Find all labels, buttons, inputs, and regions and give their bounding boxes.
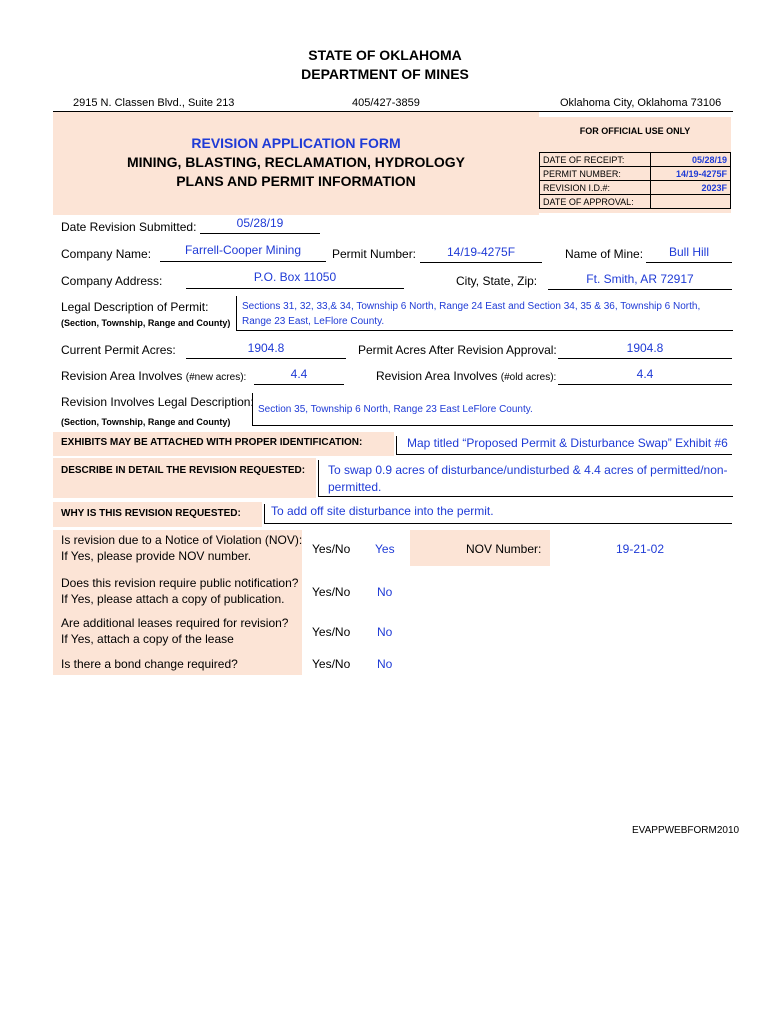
q1-line-2: If Yes, please provide NOV number. (61, 549, 252, 563)
new-acres-label-text: Revision Area Involves (61, 369, 186, 383)
exhibits-field[interactable]: Map titled “Proposed Permit & Disturbance Swap” Exhibit #6 (396, 436, 732, 455)
form-title: REVISION APPLICATION FORM (191, 135, 401, 151)
old-acres-label-sub: (#old acres): (500, 372, 557, 383)
new-acres-label (61, 369, 246, 383)
q1-answer[interactable]: Yes (375, 542, 395, 556)
q4-yesno: Yes/No (312, 657, 351, 671)
official-value[interactable] (651, 195, 731, 209)
legal-description-label: Legal Description of Permit: (61, 300, 209, 314)
old-acres-label-text: Revision Area Involves (376, 369, 501, 383)
revision-legal-sublabel: (Section, Township, Range and County) (61, 417, 231, 427)
office-phone: 405/427-3859 (352, 97, 420, 109)
current-acres-label: Current Permit Acres: (61, 343, 176, 357)
current-acres-field[interactable]: 1904.8 (186, 341, 346, 359)
official-row-approval (540, 195, 731, 209)
old-acres-label (376, 369, 556, 383)
official-label: DATE OF RECEIPT: (540, 153, 651, 167)
department-heading: DEPARTMENT OF MINES (301, 66, 469, 82)
mine-name-label: Name of Mine: (565, 247, 644, 261)
q1-line-1: Is revision due to a Notice of Violation (NOV): (61, 533, 303, 547)
company-name-label: Company Name: (61, 247, 152, 261)
q4-answer[interactable]: No (377, 657, 393, 671)
q2-line-1: Does this revision require public notification? (61, 576, 299, 590)
describe-line-1: To swap 0.9 acres of disturbance/undisturbed & 4.4 acres of permitted/non- (328, 463, 728, 477)
nov-number-field[interactable]: 19-21-02 (615, 542, 665, 556)
revision-legal-value: Section 35, Township 6 North, Range 23 East LeFlore County. (258, 404, 533, 415)
why-field[interactable]: To add off site disturbance into the permit. (264, 504, 732, 524)
official-use-heading: FOR OFFICIAL USE ONLY (579, 126, 691, 136)
describe-label-bg (53, 458, 316, 498)
company-name-field[interactable]: Farrell-Cooper Mining (160, 243, 326, 262)
q2-yesno: Yes/No (312, 585, 351, 599)
new-acres-label-sub: (#new acres): (185, 372, 247, 383)
official-label: PERMIT NUMBER: (540, 167, 651, 181)
official-row-permit (540, 167, 731, 181)
q3-line-1: Are additional leases required for revision? (61, 616, 289, 630)
nov-number-label: NOV Number: (466, 542, 542, 556)
date-submitted-label: Date Revision Submitted: (61, 220, 197, 234)
city-state-zip-field[interactable]: Ft. Smith, AR 72917 (548, 272, 732, 290)
company-address-label: Company Address: (61, 274, 163, 288)
official-value[interactable]: 14/19-4275F (651, 167, 731, 181)
form-code: EVAPPWEBFORM2010 (632, 825, 740, 836)
revision-legal-label: Revision Involves Legal Description: (61, 395, 254, 409)
q3-answer[interactable]: No (377, 625, 393, 639)
official-label: REVISION I.D.#: (540, 181, 651, 195)
q2-line-2: If Yes, please attach a copy of publication. (61, 592, 285, 606)
official-use-table (539, 152, 731, 209)
q4-line-1: Is there a bond change required? (61, 657, 238, 671)
old-acres-field[interactable]: 4.4 (558, 367, 732, 385)
mine-name-field[interactable]: Bull Hill (646, 245, 732, 263)
form-subtitle-1: MINING, BLASTING, RECLAMATION, HYDROLOGY (126, 154, 466, 170)
describe-line-2: permitted. (328, 480, 382, 494)
official-value[interactable]: 05/28/19 (651, 153, 731, 167)
state-heading: STATE OF OKLAHOMA (308, 47, 462, 63)
legal-description-sublabel: (Section, Township, Range and County) (61, 318, 231, 328)
official-row-receipt (540, 153, 731, 167)
official-row-revision-id (540, 181, 731, 195)
why-label: WHY IS THIS REVISION REQUESTED: (61, 508, 241, 519)
q3-yesno: Yes/No (312, 625, 351, 639)
q2-answer[interactable]: No (377, 585, 393, 599)
permit-number-field[interactable]: 14/19-4275F (420, 245, 542, 263)
describe-label: DESCRIBE IN DETAIL THE REVISION REQUESTED: (61, 465, 306, 476)
office-city: Oklahoma City, Oklahoma 73106 (560, 97, 722, 109)
date-submitted-field[interactable]: 05/28/19 (200, 216, 320, 234)
legal-description-line-2: Range 23 East, LeFlore County. (242, 316, 385, 327)
exhibits-label: EXHIBITS MAY BE ATTACHED WITH PROPER IDENTIFICATION: (61, 437, 363, 448)
form-subtitle-2: PLANS AND PERMIT INFORMATION (176, 173, 416, 189)
q3-line-2: If Yes, attach a copy of the lease (61, 632, 234, 646)
company-address-field[interactable]: P.O. Box 11050 (186, 270, 404, 289)
office-address: 2915 N. Classen Blvd., Suite 213 (73, 97, 235, 109)
official-value[interactable]: 2023F (651, 181, 731, 195)
official-label: DATE OF APPROVAL: (540, 195, 651, 209)
new-acres-field[interactable]: 4.4 (254, 367, 344, 385)
after-acres-field[interactable]: 1904.8 (558, 341, 732, 359)
permit-number-label: Permit Number: (332, 247, 417, 261)
legal-description-line-1: Sections 31, 32, 33,& 34, Township 6 North, Range 24 East and Section 34, 35 & 36, Township 6 North, (242, 301, 701, 312)
after-acres-label: Permit Acres After Revision Approval: (358, 343, 557, 357)
city-state-zip-label: City, State, Zip: (456, 274, 538, 288)
q1-yesno: Yes/No (312, 542, 351, 556)
